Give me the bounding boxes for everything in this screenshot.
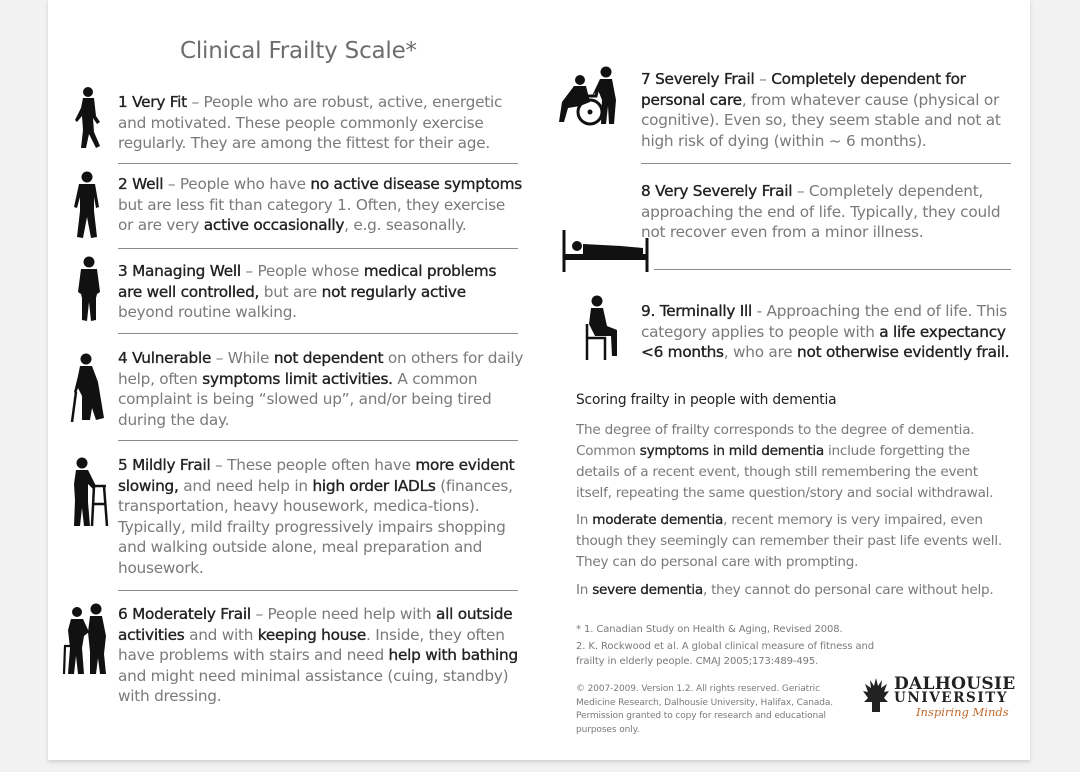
- dementia-paragraph: The degree of frailty corresponds to the degree of dementia. Common symptoms in mild dementia include forgetting the details of a recent event, though still remembering the event itself, repeating the same question/story and social withdrawal.: [576, 422, 994, 501]
- emphasis-text: keeping house: [257, 625, 367, 644]
- divider: [118, 333, 518, 334]
- emphasis-text: help with bathing: [388, 646, 518, 664]
- fit-runner-silhouette-icon: [74, 86, 104, 152]
- emphasis-text: 4 Vulnerable: [118, 349, 212, 367]
- emphasis-text: symptoms in mild dementia: [639, 443, 824, 459]
- level-6-text: 6 Moderately Frail – People need help with all outside activities and with keeping house. Inside, they often have problems with stairs and need help with bathing and might need minimal assistance (cuing, standby) with dressing.: [118, 605, 518, 705]
- emphasis-text: 5 Mildly Frail: [118, 456, 211, 474]
- dementia-paragraph: In moderate dementia, recent memory is very impaired, even though they seemingly can remember their past life events well. They can do personal care with prompting.: [576, 512, 1002, 570]
- emphasis-text: not dependent: [273, 349, 384, 367]
- divider: [118, 248, 518, 249]
- divider: [118, 440, 518, 441]
- emphasis-text: Completely dependent for personal care: [641, 70, 966, 109]
- person-with-cane-silhouette-icon: [68, 352, 110, 424]
- divider: [654, 269, 1011, 270]
- emphasis-text: not regularly active: [321, 282, 466, 301]
- wheelchair-silhouette-icon: [556, 66, 626, 128]
- emphasis-text: no active disease symptoms: [310, 175, 522, 193]
- emphasis-text: high order IADLs: [312, 476, 436, 495]
- logo-tagline: Inspiring Minds: [916, 705, 1009, 719]
- dalhousie-logo: [862, 674, 1016, 724]
- level-2-text: 2 Well – People who have no active disease symptoms but are less fit than category 1. Often, they exercise or are very active occasionally, e.g. seasonally.: [118, 175, 522, 234]
- emphasis-text: not otherwise evidently frail.: [797, 343, 1010, 361]
- emphasis-text: 1 Very Fit: [118, 93, 187, 111]
- divider: [118, 590, 518, 591]
- level-8-text: 8 Very Severely Frail – Completely dependent, approaching the end of life. Typically, they could not recover even from a minor illness.: [641, 182, 1001, 241]
- level-7-text: 7 Severely Frail – Completely dependent for personal care, from whatever cause (physical or cognitive). Even so, they seem stable and not at high risk of dying (within ~ 6 months).: [641, 70, 1001, 150]
- level-4-text: 4 Vulnerable – While not dependent on others for daily help, often symptoms limit activities. A common complaint is being “slowed up”, and/or being tired during the day.: [118, 349, 524, 429]
- logo-name: DALHOUSIE: [894, 674, 1016, 694]
- bedridden-silhouette-icon: [561, 226, 651, 274]
- emphasis-text: 3 Managing Well: [118, 262, 241, 280]
- emphasis-text: symptoms limit activities.: [202, 369, 393, 388]
- emphasis-text: 9. Terminally Ill: [641, 302, 753, 320]
- level-5-text: 5 Mildly Frail – These people often have more evident slowing, and need help in high order IADLs (finances, transportation, heavy housework, medica-tions). Typically, mild frailty progressively impairs shopping and walking outside alone, meal preparation and housework.: [118, 456, 515, 577]
- emphasis-text: 6 Moderately Frail: [118, 605, 251, 623]
- reference-1: * 1. Canadian Study on Health & Aging, Revised 2008.: [576, 624, 843, 635]
- dementia-paragraph: In severe dementia, they cannot do personal care without help.: [576, 582, 994, 598]
- emphasis-text: active occasionally: [203, 216, 345, 234]
- divider: [118, 163, 518, 164]
- standing-person-silhouette-icon: [76, 256, 102, 322]
- divider: [641, 163, 1011, 164]
- assisted-walking-silhouette-icon: [62, 602, 110, 676]
- dalhousie-crest-icon: [862, 676, 890, 718]
- emphasis-text: 8 Very Severely Frail: [641, 182, 793, 200]
- seated-person-silhouette-icon: [583, 294, 623, 362]
- walking-person-silhouette-icon: [71, 171, 103, 241]
- emphasis-text: moderate dementia: [592, 512, 724, 528]
- level-9-text: 9. Terminally Ill - Approaching the end of life. This category applies to people with a life expectancy <6 months, who are not otherwise evidently frail.: [641, 302, 1010, 361]
- logo-university: UNIVERSITY: [894, 690, 1009, 706]
- level-1-text: 1 Very Fit – People who are robust, active, energetic and motivated. These people commonly exercise regularly. They are among the fittest for their age.: [118, 93, 503, 152]
- person-with-walker-silhouette-icon: [70, 456, 110, 528]
- emphasis-text: a life expectancy <6 months: [641, 322, 1006, 361]
- emphasis-text: 7 Severely Frail: [641, 70, 755, 88]
- emphasis-text: medical problems are well controlled,: [118, 262, 497, 301]
- emphasis-text: 2 Well: [118, 175, 164, 193]
- copyright-notice: © 2007-2009. Version 1.2. All rights reserved. Geriatric Medicine Research, Dalhousie University, Halifax, Canada. Permission granted to copy for research and educational purposes only.: [576, 684, 834, 735]
- emphasis-text: more evident slowing,: [118, 456, 515, 495]
- page-title: Clinical Frailty Scale*: [180, 38, 417, 64]
- emphasis-text: all outside activities: [118, 605, 513, 644]
- level-3-text: 3 Managing Well – People whose medical problems are well controlled, but are not regularly active beyond routine walking.: [118, 262, 497, 321]
- emphasis-text: severe dementia: [592, 582, 703, 598]
- dementia-heading: Scoring frailty in people with dementia: [576, 392, 837, 408]
- reference-2: 2. K. Rockwood et al. A global clinical measure of fitness and frailty in elderly people. CMAJ 2005;173:489-495.: [576, 641, 874, 667]
